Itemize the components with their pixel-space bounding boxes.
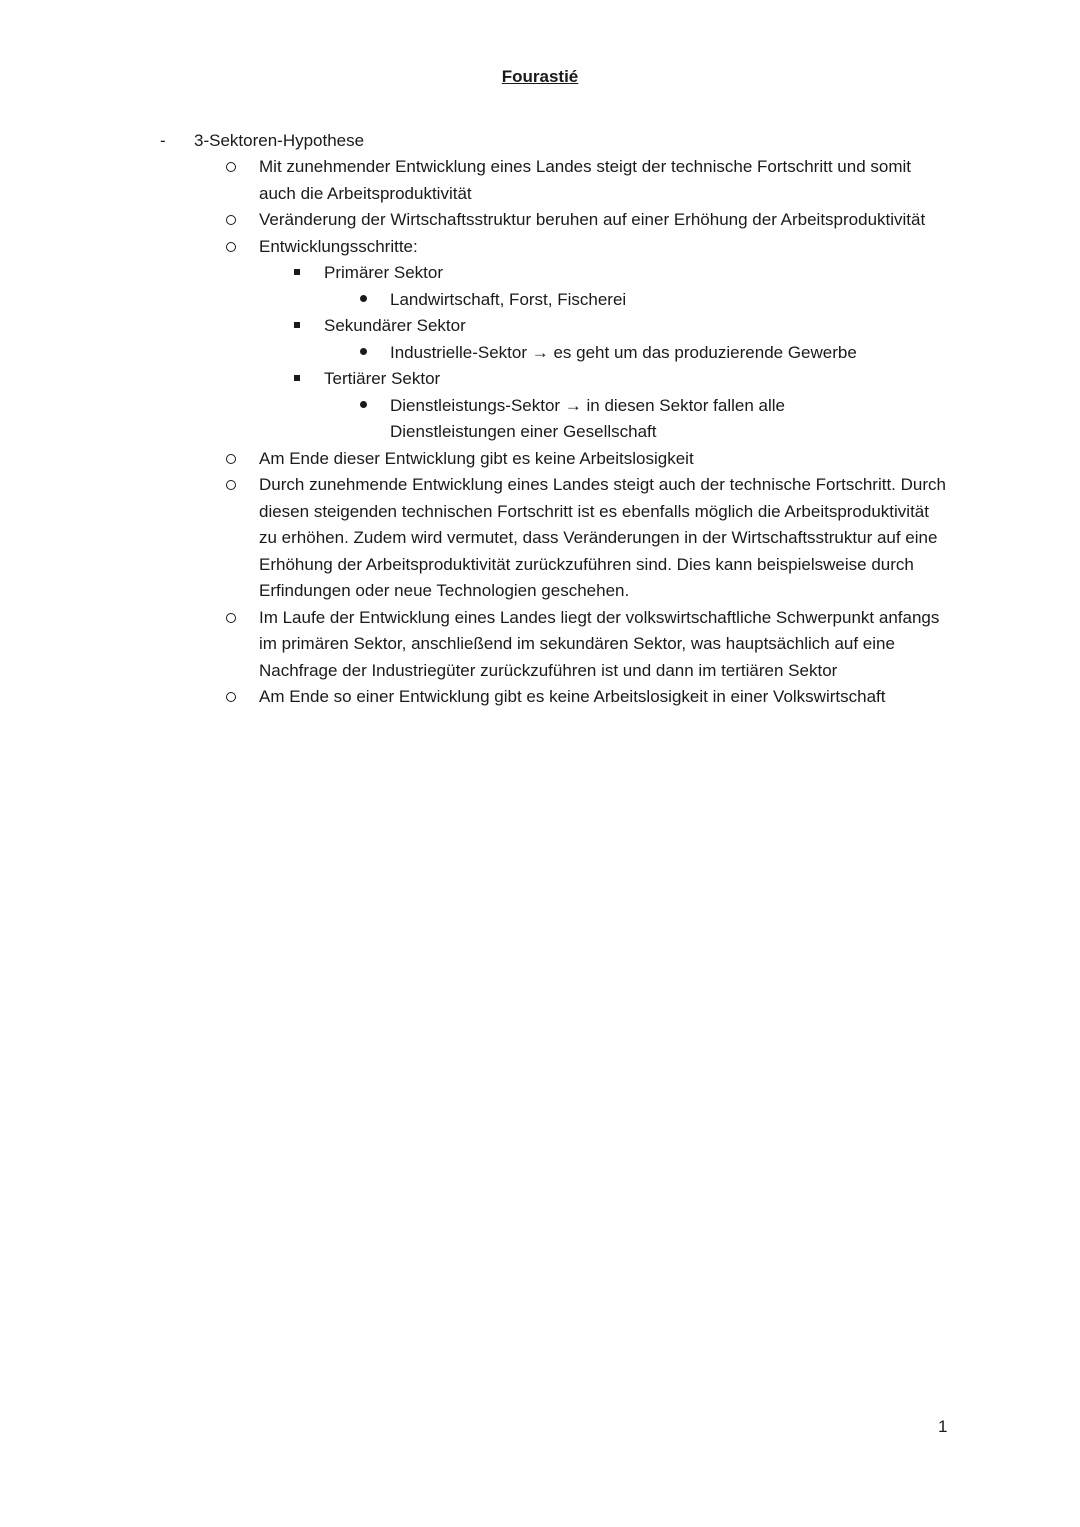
page-number: 1	[938, 1417, 948, 1436]
dash-bullet: -	[160, 131, 166, 150]
list-item-text: Mit zunehmender Entwicklung eines Landes steigt der technische Fortschritt und somit auch die Arbeitsproduktivität	[259, 157, 911, 203]
list-item-text: Am Ende dieser Entwicklung gibt es keine Arbeitslosigkeit	[259, 448, 694, 468]
list-item	[0, 446, 949, 473]
list-item-text: Im Laufe der Entwicklung eines Landes liegt der volkswirtschaftliche Schwerpunkt anfangs im primären Sektor, anschließend im sekundären Sektor, was hauptsächlich auf eine Nachfrage der Industriegüter zurückzuführen ist und dann im tertiären Sektor	[259, 607, 940, 680]
hypothesis-list	[0, 154, 1080, 711]
dot-bullet-icon	[360, 401, 367, 408]
sector-detail-text: Industrielle-Sektor → es geht um das produzierende Gewerbe	[390, 342, 857, 362]
sector-label: Tertiärer Sektor	[324, 369, 441, 388]
sector-detail-text: Dienstleistungs-Sektor → in diesen Sektor fallen alle Dienstleistungen einer Gesellschaft	[390, 395, 785, 441]
circle-bullet-icon	[226, 162, 236, 172]
list-item-text: Durch zunehmende Entwicklung eines Landes steigt auch der technische Fortschritt. Durch diesen steigenden technischen Fortschritt ist es ebenfalls möglich die Arbeitsproduktivität zu erhöhen. Zudem wird vermutet, dass Veränderungen in der Wirtschaftsstruktur auf eine Erhöhung der Arbeitsproduktivität zurückzuführen sind. Dies kann beispielsweise durch Erfindungen oder neue Technologien geschehen.	[259, 475, 946, 600]
sector-detail	[390, 287, 910, 314]
dot-bullet-icon	[360, 295, 367, 302]
square-bullet-icon	[294, 375, 300, 381]
sector-item	[324, 313, 949, 366]
sector-detail	[390, 340, 910, 367]
sector-label: Sekundärer Sektor	[324, 316, 466, 335]
sector-detail-list	[324, 340, 949, 367]
square-bullet-icon	[294, 269, 300, 275]
list-item	[0, 605, 949, 685]
sector-list	[259, 260, 949, 446]
sector-label: Primärer Sektor	[324, 263, 444, 282]
circle-bullet-icon	[226, 454, 236, 464]
list-item-text: Veränderung der Wirtschaftsstruktur beruhen auf einer Erhöhung der Arbeitsproduktivität	[259, 210, 926, 229]
sector-item	[324, 260, 949, 313]
sector-detail-list	[324, 287, 949, 314]
list-item	[0, 684, 949, 711]
sector-item	[324, 366, 949, 446]
list-item	[0, 154, 949, 207]
dot-bullet-icon	[360, 348, 367, 355]
list-item	[0, 472, 949, 605]
list-item	[0, 234, 949, 446]
circle-bullet-icon	[226, 692, 236, 702]
list-item-text: Am Ende so einer Entwicklung gibt es keine Arbeitslosigkeit in einer Volkswirtschaft	[259, 687, 886, 706]
section-heading: 3-Sektoren-Hypothese	[194, 131, 365, 150]
list-item-text: Entwicklungsschritte:	[259, 236, 418, 256]
circle-bullet-icon	[226, 480, 236, 490]
sector-detail	[390, 393, 910, 446]
square-bullet-icon	[294, 322, 300, 328]
circle-bullet-icon	[226, 242, 236, 252]
sector-detail-text: Landwirtschaft, Forst, Fischerei	[390, 289, 627, 309]
document-title: Fourastié	[501, 67, 579, 86]
circle-bullet-icon	[226, 215, 236, 225]
sector-detail-list	[324, 393, 949, 446]
circle-bullet-icon	[226, 613, 236, 623]
list-item	[0, 207, 949, 234]
